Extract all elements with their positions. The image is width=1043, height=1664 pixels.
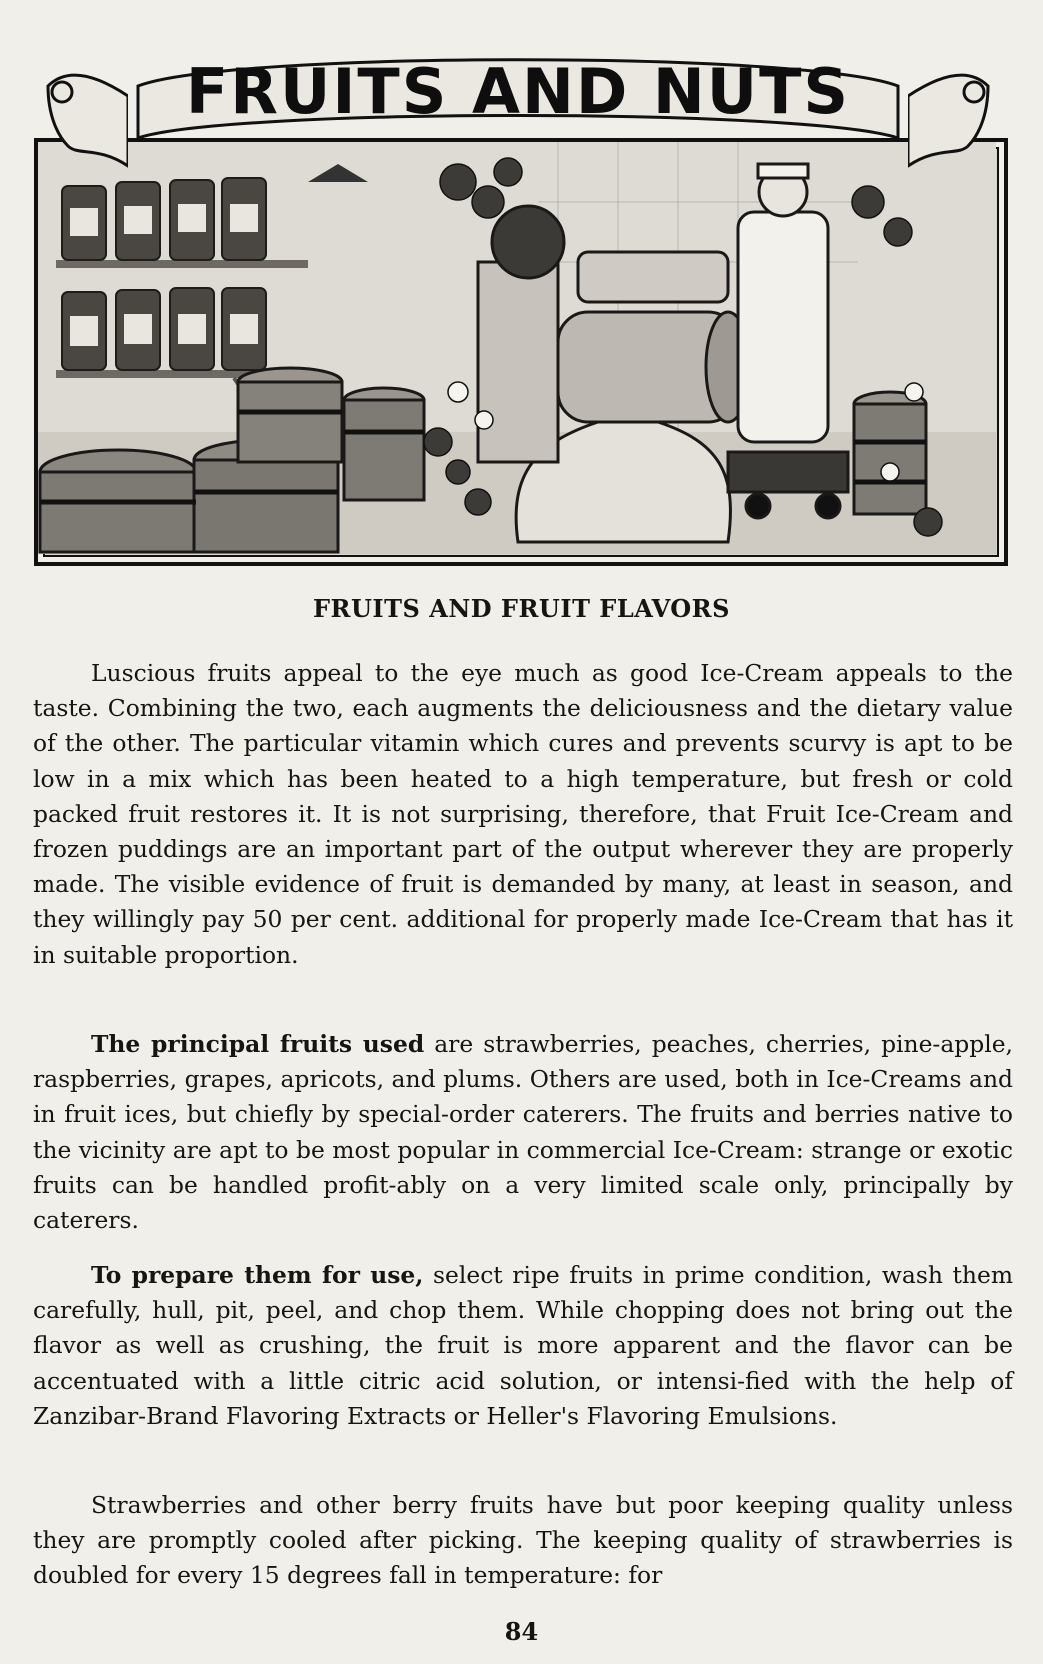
paragraph-3	[33, 1258, 1013, 1434]
page-number: 84	[504, 1617, 539, 1646]
paragraph-1-text: Luscious fruits appeal to the eye much as good Ice-Cream appeals to the taste. Combining the two, each augments the deliciousness and the dietary value of the other. The particular vitamin which cures and prevents scurvy is apt to be low in a mix which has been heated to a high temperature, but fresh or cold packed fruit restores it. It is not surprising, therefore, that Fruit Ice-Cream and frozen puddings are an important part of the output wherever they are properly made. The visible evidence of fruit is demanded by many, at least in season, and they willingly pay 50 per cent. additional for properly made Ice-Cream that has it in suitable proportion.	[33, 659, 1013, 969]
paragraph-4-text: Strawberries and other berry fruits have but poor keeping quality unless they are promptly cooled after picking. The keeping quality of strawberries is doubled for every 15 degrees fall in temperature: for	[33, 1491, 1013, 1590]
section-heading: FRUITS AND FRUIT FLAVORS	[313, 594, 730, 623]
paragraph-3-text: select ripe fruits in prime condition, wash them carefully, hull, pit, peel, and chop them. While chopping does not bring out the flavor as well as crushing, the fruit is more apparent and the flavor can be accentuated with a little citric acid solution, or intensi-fied with the help of Zanzibar-Brand Flavoring Extracts or Heller's Flavoring Emulsions.	[33, 1261, 1013, 1430]
paragraph-2-lead: The principal fruits used	[91, 1030, 425, 1058]
ice-cream-factory-illustration	[38, 142, 996, 554]
paragraph-1	[33, 656, 1013, 973]
illustration-frame	[34, 138, 1008, 566]
banner-title: FRUITS AND NUTS	[185, 55, 851, 128]
paragraph-2	[33, 1027, 1013, 1238]
paragraph-2-text: are strawberries, peaches, cherries, pine-apple, raspberries, grapes, apricots, and plums. Others are used, both in Ice-Creams and in fruit ices, but chiefly by special-order caterers. The fruits and berries native to the vicinity are apt to be most popular in commercial Ice-Cream: strange or exotic fruits can be handled profit-ably on a very limited scale only, principally by caterers.	[33, 1030, 1013, 1235]
paragraph-3-lead: To prepare them for use,	[91, 1261, 424, 1289]
paragraph-4	[33, 1488, 1013, 1594]
header-illustration	[28, 46, 1010, 563]
